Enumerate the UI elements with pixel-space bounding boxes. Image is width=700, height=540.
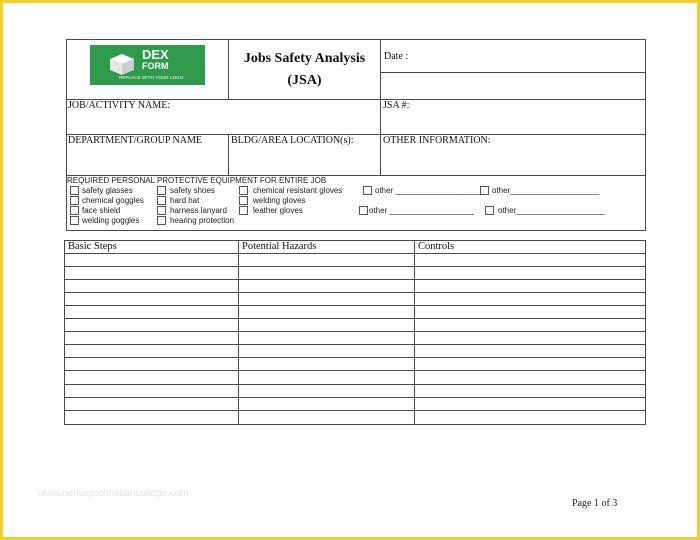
table-row-line: [64, 331, 646, 332]
company-logo: [90, 45, 205, 85]
table-row-line: [64, 253, 646, 254]
other-field-4[interactable]: other____________________: [498, 206, 606, 215]
checkbox-chemical-resistant-gloves[interactable]: [239, 186, 248, 195]
date-field[interactable]: Date :: [384, 51, 409, 62]
table-row-line: [64, 410, 646, 411]
checkbox-other-3[interactable]: [359, 206, 368, 215]
department-field[interactable]: DEPARTMENT/GROUP NAME: [68, 135, 202, 146]
checkbox-welding-goggles[interactable]: [70, 216, 79, 225]
table-row-line: [64, 344, 646, 345]
job-activity-field[interactable]: JOB/ACTIVITY NAME:: [68, 100, 171, 111]
table-row-line: [64, 266, 646, 267]
form-title-abbr: (JSA): [287, 73, 322, 88]
ppe-label: leather gloves: [253, 206, 303, 215]
dept-divider: [228, 134, 229, 175]
column-header-controls: Controls: [418, 241, 455, 252]
table-row-line: [64, 384, 646, 385]
checkbox-safety-shoes[interactable]: [157, 186, 166, 195]
ppe-label: face shield: [82, 206, 121, 215]
ppe-label: safety shoes: [170, 186, 215, 195]
checkbox-welding-gloves[interactable]: [239, 196, 248, 205]
watermark: www.heritagechristiancollege.com: [38, 488, 189, 499]
ppe-label: chemical goggles: [82, 196, 144, 205]
jsa-number-field[interactable]: JSA #:: [383, 100, 410, 111]
table-row-line: [64, 397, 646, 398]
title-divider: [380, 39, 381, 175]
ppe-heading: REQUIRED PERSONAL PROTECTIVE EQUIPMENT FOR ENTIRE JOB: [67, 176, 327, 185]
table-row-line: [64, 318, 646, 319]
table-row-line: [64, 370, 646, 371]
table-row-line: [64, 292, 646, 293]
column-header-potential-hazards: Potential Hazards: [242, 241, 317, 252]
checkbox-harness-lanyard[interactable]: [157, 206, 166, 215]
checkbox-other-4[interactable]: [485, 206, 494, 215]
other-info-field[interactable]: OTHER INFORMATION:: [383, 135, 491, 146]
ppe-label: safety glasses: [82, 186, 133, 195]
form-title: Jobs Safety Analysis: [243, 51, 366, 66]
bldg-area-field[interactable]: BLDG/AREA LOCATION(s):: [231, 135, 354, 146]
page-number: Page 1 of 3: [572, 498, 618, 509]
ppe-label: hard hat: [170, 196, 200, 205]
checkbox-other-2[interactable]: [480, 186, 489, 195]
table-row-line: [64, 305, 646, 306]
checkbox-hard-hat[interactable]: [157, 196, 166, 205]
checkbox-safety-glasses[interactable]: [70, 186, 79, 195]
column-header-basic-steps: Basic Steps: [68, 241, 117, 252]
ppe-label: harness lanyard: [170, 206, 227, 215]
checkbox-hearing-protection[interactable]: [157, 216, 166, 225]
checkbox-leather-gloves[interactable]: [239, 206, 248, 215]
other-field-3[interactable]: other ___________________: [369, 206, 474, 215]
checkbox-other-1[interactable]: [363, 186, 372, 195]
date-divider: [380, 72, 646, 73]
ppe-label: chemical resistant gloves: [253, 186, 343, 195]
ppe-label: welding goggles: [82, 216, 140, 225]
logo-text-dex: DEX: [142, 47, 169, 62]
ppe-label: welding gloves: [253, 196, 306, 205]
other-field-2[interactable]: other____________________: [492, 186, 600, 195]
other-field-1[interactable]: other ___________________: [375, 186, 480, 195]
table-row-line: [64, 357, 646, 358]
logo-tagline: REPLACE WITH YOUR LOGO: [119, 75, 184, 80]
checkbox-chemical-goggles[interactable]: [70, 196, 79, 205]
checkbox-face-shield[interactable]: [70, 206, 79, 215]
logo-divider: [228, 39, 229, 99]
logo-text-form: FORM: [142, 61, 169, 71]
table-row-line: [64, 279, 646, 280]
box-icon: [107, 51, 137, 77]
ppe-label: hearing protection: [170, 216, 235, 225]
